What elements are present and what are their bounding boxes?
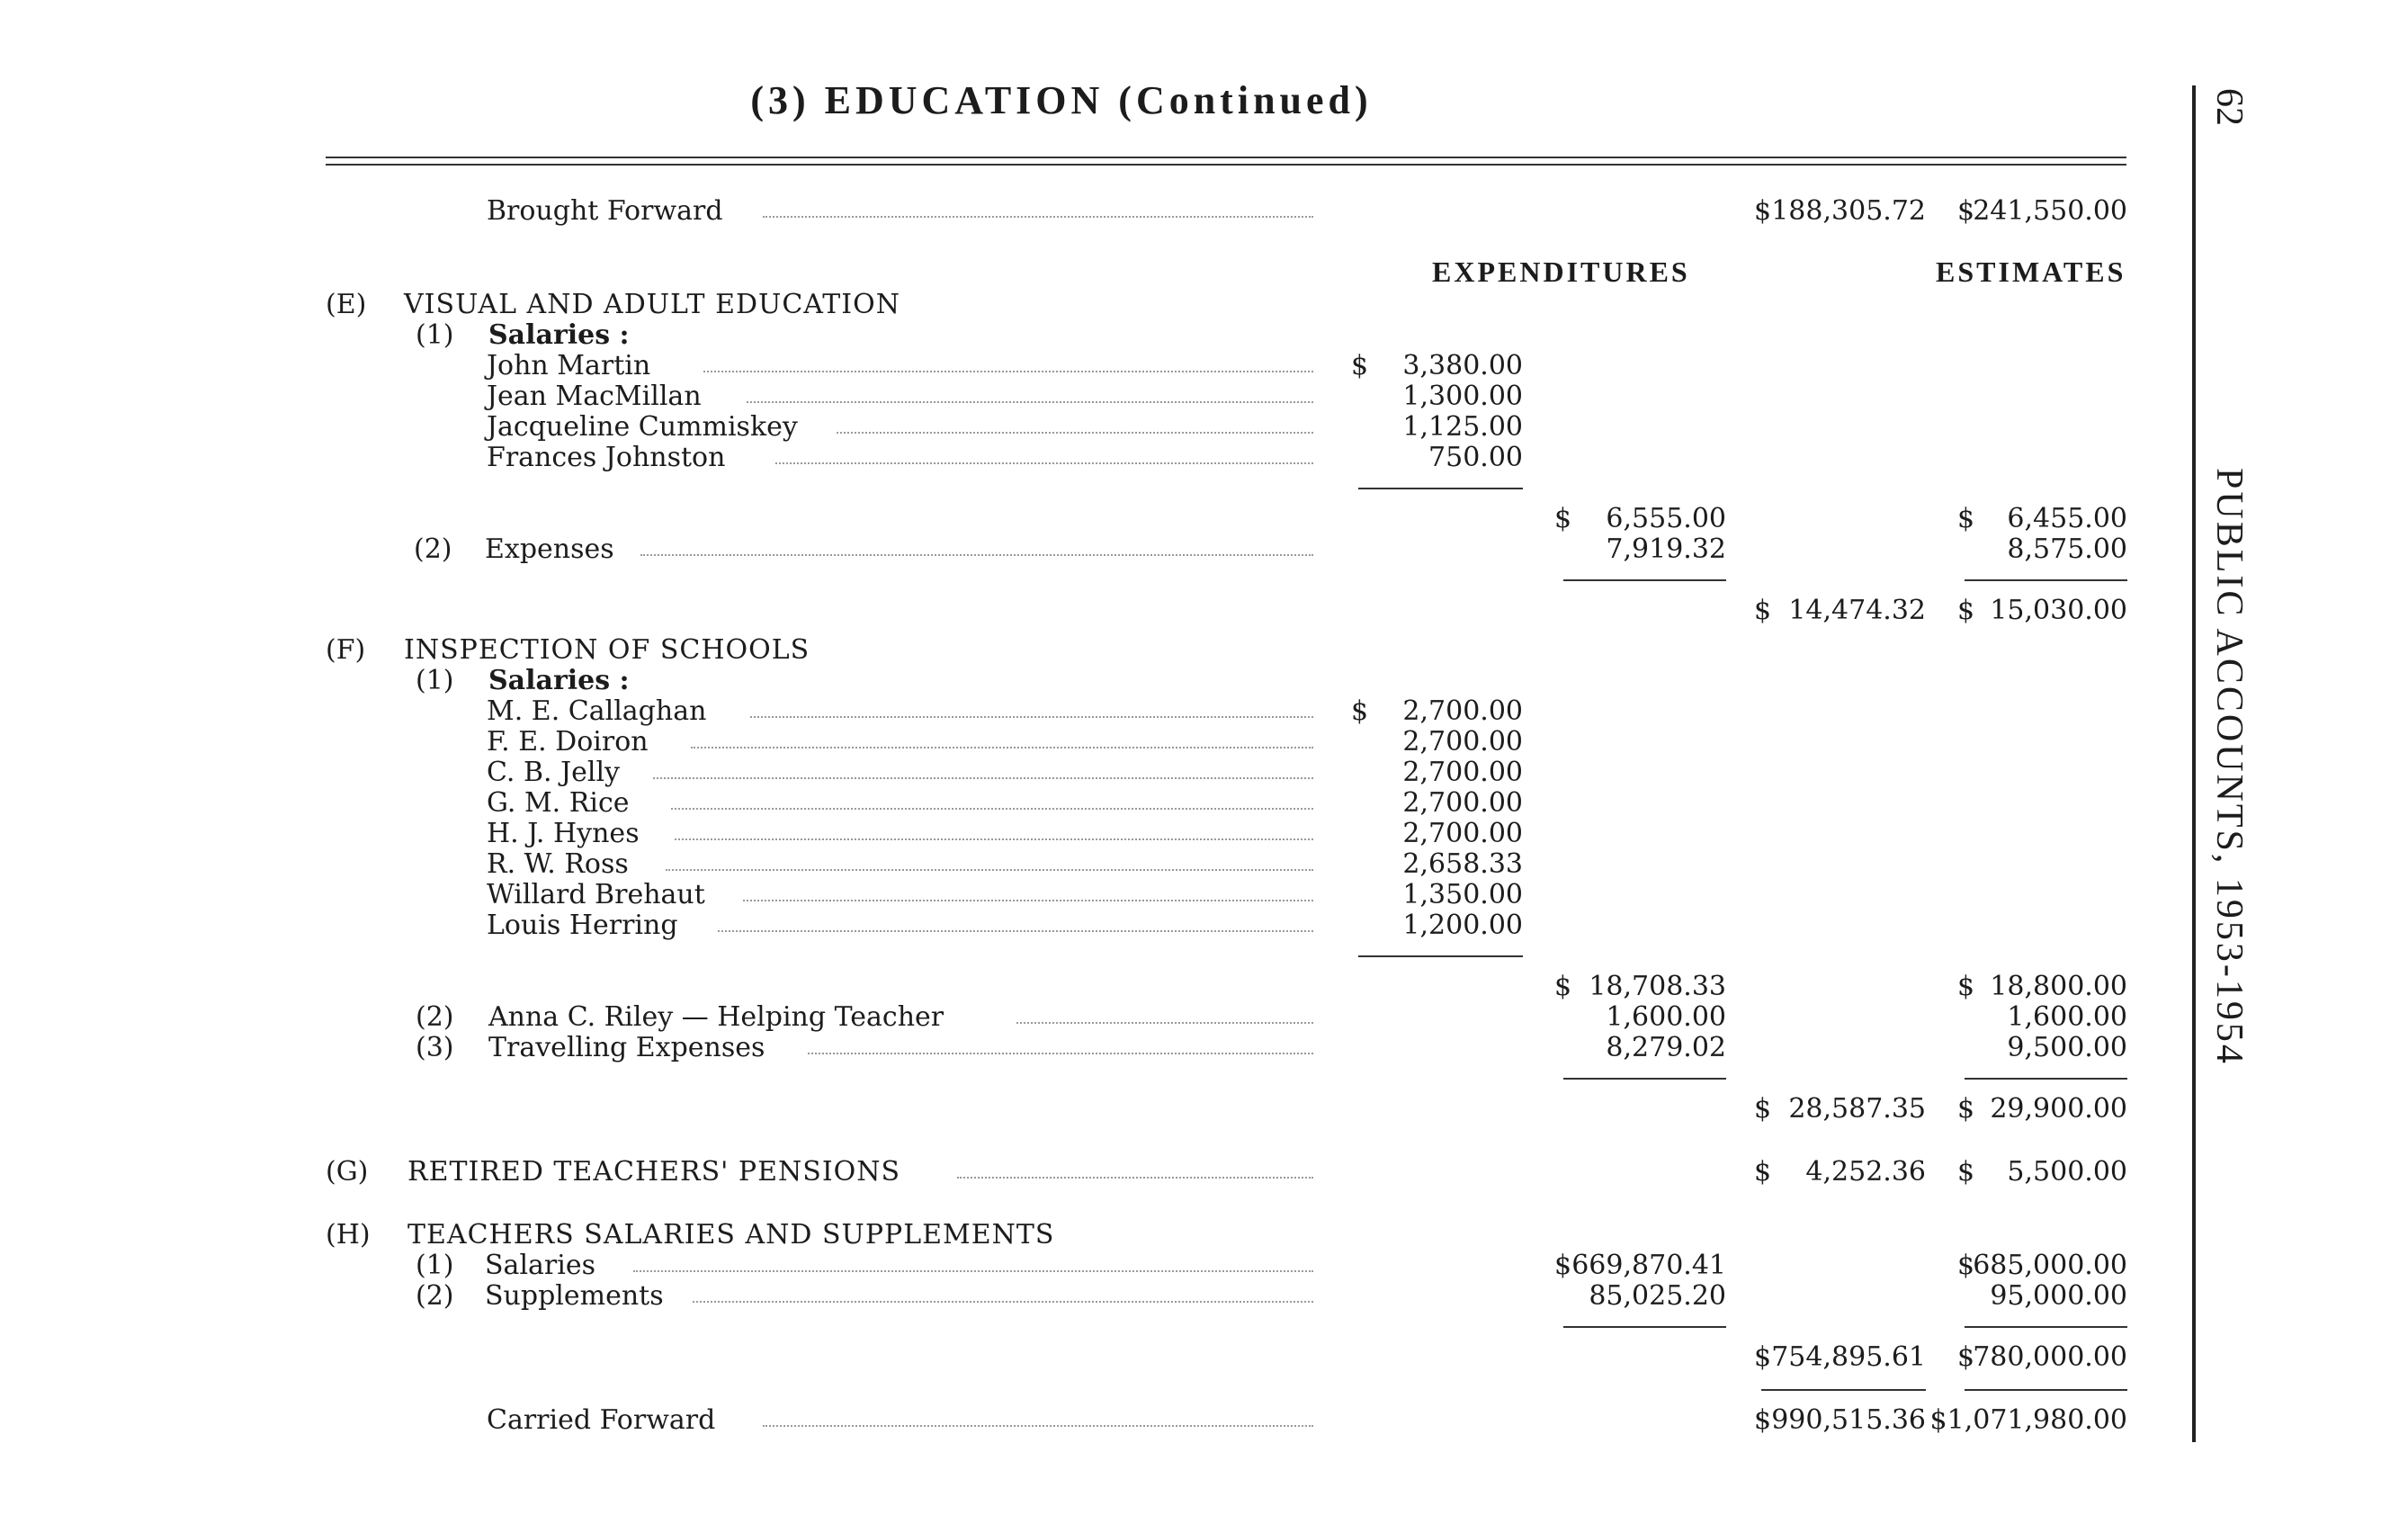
dot-leader — [633, 1251, 1313, 1272]
section-f-salaries-total-row — [0, 972, 2192, 1002]
staff-name: Frances Johnston — [487, 442, 726, 473]
helping-teacher-label: Anna C. Riley — Helping Teacher — [488, 1001, 944, 1033]
item-number: (2) — [416, 1001, 454, 1033]
travel-expenses-row — [0, 1033, 2192, 1063]
salaries-expenditure: 669,870.41 — [1571, 1250, 1726, 1281]
staff-amount: 2,658.33 — [1402, 848, 1523, 880]
currency-sign: $ — [1957, 195, 1975, 227]
salaries-label: Salaries : — [488, 665, 630, 696]
item-number: (1) — [416, 319, 454, 351]
staff-row — [0, 412, 2192, 443]
supplements-expenditure: 85,025.20 — [1589, 1280, 1726, 1312]
carried-forward-estimate: $1,071,980.00 — [1929, 1404, 2127, 1436]
currency-sign: $ — [1957, 503, 1975, 534]
currency-sign: $ — [1351, 350, 1369, 381]
brought-forward-label: Brought Forward — [487, 195, 723, 227]
dot-leader — [653, 758, 1313, 779]
salaries-label: Salaries : — [488, 319, 630, 351]
section-total-estimate: 5,500.00 — [2007, 1156, 2127, 1188]
dot-leader — [693, 1281, 1313, 1303]
currency-sign: $ — [1957, 595, 1975, 626]
staff-row — [0, 788, 2192, 819]
subtotal-rule — [1965, 1326, 2127, 1328]
subtotal-rule — [1965, 1078, 2127, 1080]
staff-row — [0, 910, 2192, 941]
salaries-label: Salaries — [485, 1250, 596, 1281]
section-total-estimate: 29,900.00 — [1990, 1093, 2127, 1125]
brought-forward-row — [0, 196, 2192, 227]
currency-sign: $ — [1754, 1341, 1772, 1373]
helping-teacher-estimate: 1,600.00 — [2007, 1001, 2127, 1033]
subtotal-rule — [1358, 955, 1523, 957]
staff-amount: 2,700.00 — [1402, 818, 1523, 849]
section-title: RETIRED TEACHERS' PENSIONS — [407, 1156, 901, 1188]
dot-leader — [718, 910, 1313, 932]
section-e-expenses-row — [0, 534, 2192, 565]
staff-name: Jean MacMillan — [487, 381, 702, 412]
subtotal-rule — [1965, 579, 2127, 581]
section-e-salaries-total-row — [0, 504, 2192, 534]
staff-amount: 1,200.00 — [1402, 910, 1523, 941]
currency-sign: $ — [1754, 1156, 1772, 1188]
section-g-row — [0, 1157, 2192, 1188]
travel-expenses-estimate: 9,500.00 — [2007, 1032, 2127, 1063]
staff-amount: 750.00 — [1428, 442, 1523, 473]
currency-sign: $ — [1754, 595, 1772, 626]
currency-sign: $ — [1554, 1250, 1572, 1281]
helping-teacher-row — [0, 1002, 2192, 1033]
staff-row — [0, 819, 2192, 849]
staff-amount: 1,350.00 — [1402, 879, 1523, 910]
supplements-label: Supplements — [485, 1280, 664, 1312]
total-rule — [1965, 1389, 2127, 1391]
currency-sign: $ — [1957, 1341, 1975, 1373]
dot-leader — [763, 1405, 1313, 1427]
dot-leader — [957, 1157, 1313, 1179]
staff-amount: 1,300.00 — [1402, 381, 1523, 412]
subtotal-rule — [1563, 1326, 1726, 1328]
staff-name: G. M. Rice — [487, 787, 630, 819]
section-f-salaries-heading — [0, 666, 2192, 696]
subtotal-rule — [1358, 488, 1523, 489]
section-h-supplements-row — [0, 1281, 2192, 1312]
currency-sign: $ — [1351, 695, 1369, 727]
helping-teacher-expenditure: 1,600.00 — [1606, 1001, 1726, 1033]
section-total-expenditure: 754,895.61 — [1771, 1341, 1926, 1373]
expenses-label: Expenses — [485, 533, 614, 565]
staff-name: Louis Herring — [487, 910, 678, 941]
section-h-total-row — [0, 1342, 2192, 1373]
staff-name: M. E. Callaghan — [487, 695, 707, 727]
carried-forward-expenditure: 990,515.36 — [1771, 1404, 1926, 1436]
carried-forward-row — [0, 1405, 2192, 1436]
section-title: INSPECTION OF SCHOOLS — [404, 634, 810, 666]
currency-sign: $ — [1754, 1093, 1772, 1125]
currency-sign: $ — [1957, 1250, 1975, 1281]
section-letter: (H) — [326, 1219, 371, 1251]
currency-sign: $ — [1957, 971, 1975, 1002]
staff-row — [0, 381, 2192, 412]
subtotal-rule — [1563, 579, 1726, 581]
dot-leader — [640, 534, 1313, 556]
currency-sign: $ — [1554, 971, 1572, 1002]
staff-amount: 2,700.00 — [1402, 726, 1523, 758]
travel-expenses-expenditure: 8,279.02 — [1606, 1032, 1726, 1063]
header-rule-top — [326, 157, 2126, 158]
staff-row — [0, 727, 2192, 758]
section-total-expenditure: 28,587.35 — [1788, 1093, 1926, 1125]
header-rule-bottom — [326, 164, 2126, 166]
salaries-estimate: 6,455.00 — [2007, 503, 2127, 534]
section-title: VISUAL AND ADULT EDUCATION — [404, 289, 900, 320]
dot-leader — [750, 696, 1313, 718]
staff-name: R. W. Ross — [487, 848, 629, 880]
salaries-estimate: 685,000.00 — [1973, 1250, 2127, 1281]
running-title: PUBLIC ACCOUNTS, 1953-1954 — [2208, 468, 2250, 1066]
item-number: (2) — [416, 1280, 454, 1312]
section-total-expenditure: 14,474.32 — [1788, 595, 1926, 626]
staff-name: John Martin — [487, 350, 651, 381]
staff-amount: 3,380.00 — [1402, 350, 1523, 381]
subtotal-rule — [1563, 1078, 1726, 1080]
section-title: TEACHERS SALARIES AND SUPPLEMENTS — [407, 1219, 1055, 1251]
section-e-heading — [0, 290, 2192, 320]
carried-forward-label: Carried Forward — [487, 1404, 716, 1436]
currency-sign: $ — [1754, 1404, 1772, 1436]
section-total-expenditure: 4,252.36 — [1805, 1156, 1926, 1188]
total-rule — [1761, 1389, 1926, 1391]
brought-forward-estimate: 241,550.00 — [1973, 195, 2127, 227]
dot-leader — [691, 727, 1313, 749]
section-h-heading — [0, 1220, 2192, 1251]
section-letter: (G) — [326, 1156, 369, 1188]
dot-leader — [743, 880, 1313, 901]
currency-sign: $ — [1754, 195, 1772, 227]
staff-amount: 2,700.00 — [1402, 757, 1523, 788]
staff-row — [0, 351, 2192, 381]
expenditures-header: EXPENDITURES — [1432, 255, 1690, 288]
dot-leader — [671, 788, 1313, 810]
dot-leader — [837, 412, 1313, 434]
margin-rule — [2192, 85, 2196, 1442]
salaries-expenditure: 6,555.00 — [1606, 503, 1726, 534]
currency-sign: $ — [1957, 1093, 1975, 1125]
salaries-expenditure: 18,708.33 — [1589, 971, 1726, 1002]
item-number: (1) — [416, 1250, 454, 1281]
item-number: (1) — [416, 665, 454, 696]
section-e-total-row — [0, 596, 2192, 626]
staff-name: H. J. Hynes — [487, 818, 640, 849]
staff-row — [0, 880, 2192, 910]
section-letter: (F) — [326, 634, 366, 666]
staff-row — [0, 758, 2192, 788]
staff-amount: 1,125.00 — [1402, 411, 1523, 443]
expenses-estimate: 8,575.00 — [2007, 533, 2127, 565]
dot-leader — [775, 443, 1313, 464]
section-letter: (E) — [326, 289, 367, 320]
dot-leader — [747, 381, 1313, 403]
item-number: (3) — [416, 1032, 454, 1063]
section-h-salaries-row — [0, 1251, 2192, 1281]
dot-leader — [666, 849, 1313, 871]
expenses-expenditure: 7,919.32 — [1606, 533, 1726, 565]
supplements-estimate: 95,000.00 — [1990, 1280, 2127, 1312]
dot-leader — [763, 196, 1313, 218]
section-total-estimate: 780,000.00 — [1973, 1341, 2127, 1373]
dot-leader — [703, 351, 1313, 372]
travel-expenses-label: Travelling Expenses — [488, 1032, 765, 1063]
section-f-heading — [0, 635, 2192, 666]
section-total-estimate: 15,030.00 — [1990, 595, 2127, 626]
page-title: (3) EDUCATION (Continued) — [750, 78, 1373, 122]
staff-name: C. B. Jelly — [487, 757, 620, 788]
section-f-total-row — [0, 1094, 2192, 1125]
brought-forward-expenditure: 188,305.72 — [1771, 195, 1926, 227]
currency-sign: $ — [1957, 1156, 1975, 1188]
item-number: (2) — [414, 533, 452, 565]
page-number: 62 — [2208, 88, 2250, 126]
dot-leader — [808, 1033, 1313, 1054]
staff-amount: 2,700.00 — [1402, 787, 1523, 819]
estimates-header: ESTIMATES — [1936, 255, 2126, 288]
staff-row — [0, 443, 2192, 473]
staff-name: F. E. Doiron — [487, 726, 649, 758]
staff-row — [0, 849, 2192, 880]
dot-leader — [675, 819, 1313, 840]
section-e-salaries-heading — [0, 320, 2192, 351]
dot-leader — [1016, 1002, 1313, 1024]
currency-sign: $ — [1554, 503, 1572, 534]
staff-row — [0, 696, 2192, 727]
staff-amount: 2,700.00 — [1402, 695, 1523, 727]
staff-name: Jacqueline Cummiskey — [487, 411, 798, 443]
staff-name: Willard Brehaut — [487, 879, 705, 910]
salaries-estimate: 18,800.00 — [1990, 971, 2127, 1002]
